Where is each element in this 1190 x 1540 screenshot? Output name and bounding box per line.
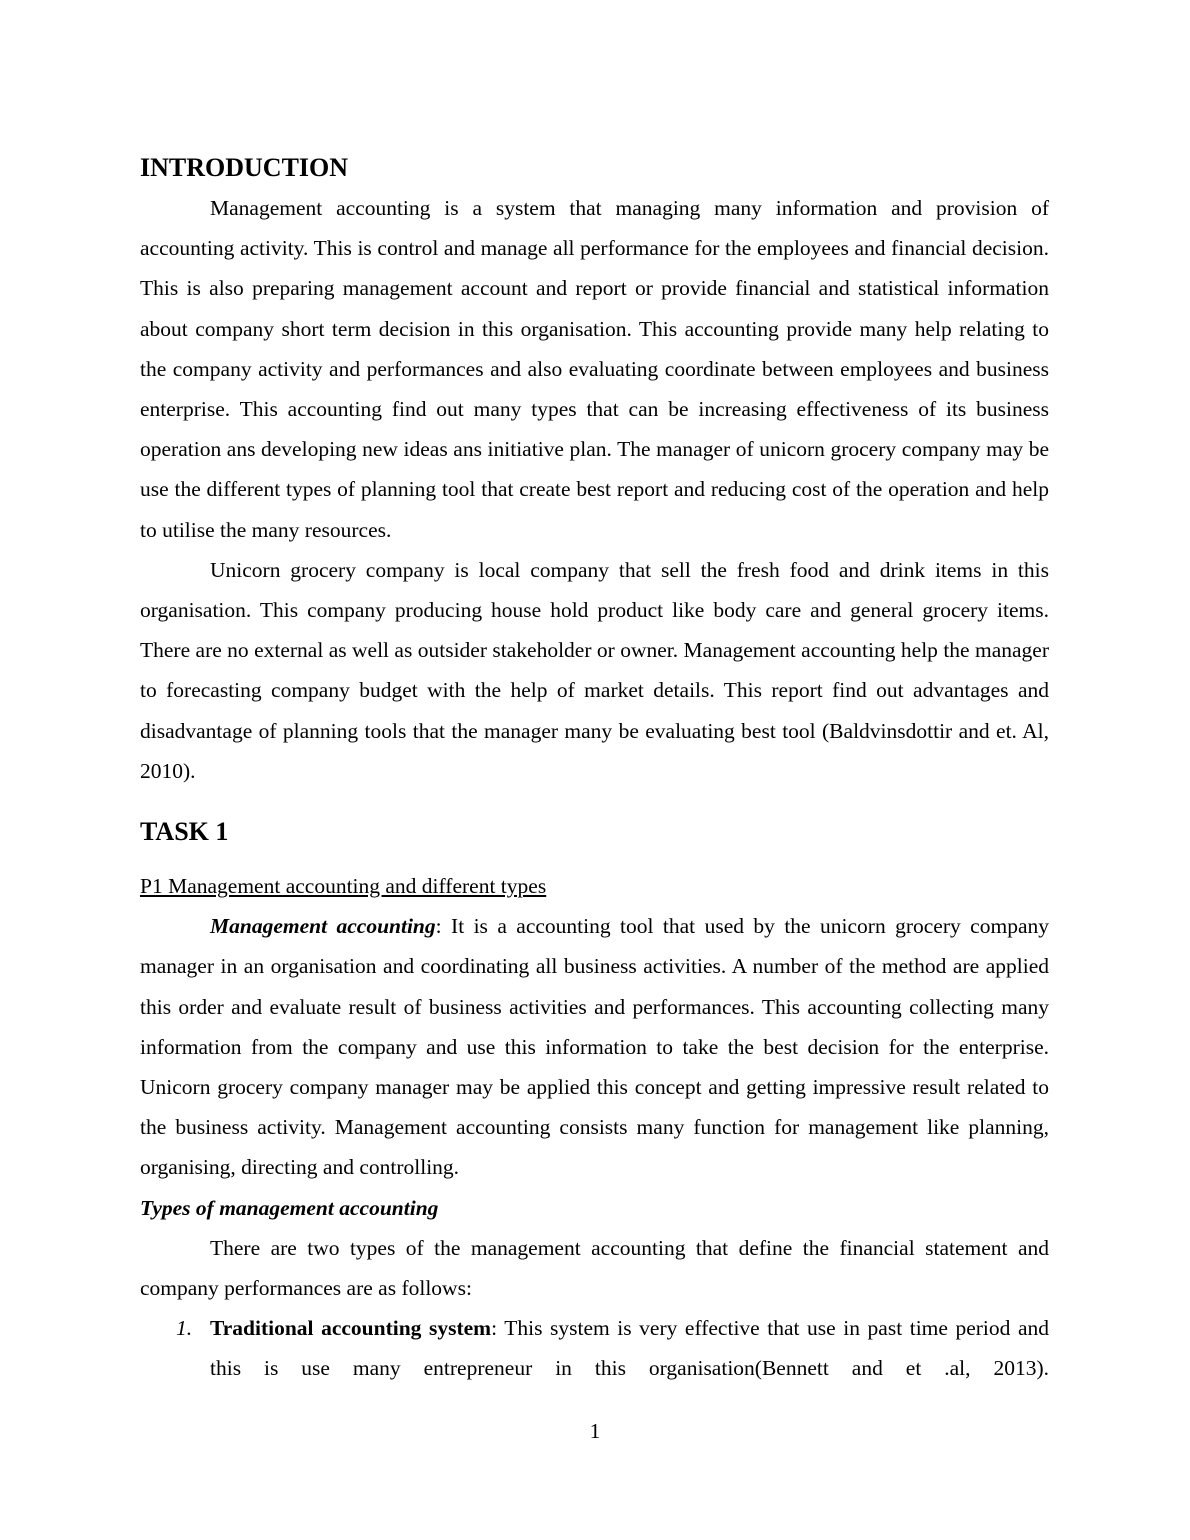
introduction-paragraph-1: Management accounting is a system that managing many information and provision of accounting activity. This is control and manage all performance for the employees and financial decision. This is also preparing management account and report or provide financial and statistical information about company short term decision in this organisation. This accounting provide many help relating to the company activity and performances and also evaluating coordinate between employees and business enterprise. This accounting find out many types that can be increasing effectiveness of its business operation ans developing new ideas ans initiative plan. The manager of unicorn grocery company may be use the different types of planning tool that create best report and reducing cost of the operation and help to utilise the many resources. [140,196,1049,542]
document-page [140,148,1049,1389]
types-intro: There are two types of the management accounting that define the financial statement and company performances are as follows: [140,1235,1049,1301]
list-item-term: Traditional accounting system [210,1316,492,1341]
task1-subheading: P1 Management accounting and different types [140,874,547,899]
list-item-number: 1. [176,1316,193,1341]
types-heading: Types of management accounting [140,1195,439,1220]
task1-heading: TASK 1 [140,817,229,847]
page-number: 1 [589,1419,601,1443]
introduction-heading: INTRODUCTION [140,153,349,182]
spacer [140,852,1049,866]
spacer [140,791,1049,812]
definition-term: Management accounting [210,914,436,939]
definition-text: : It is a accounting tool that used by the unicorn grocery company manager in an organisation and coordinating all business activities. A number of the method are applied this order and evaluate result of business activities and performances. This accounting collecting many information from the company and use this information to take the best decision for the enterprise. Unicorn grocery company manager may be applied this concept and getting impressive result related to the business activity. Management accounting consists many function for management like planning, organising, directing and controlling. [140,914,1049,1180]
introduction-paragraph-2: Unicorn grocery company is local company that sell the fresh food and drink items in this organisation. This company producing house hold product like body care and general grocery items. There are no external as well as outsider stakeholder or owner. Management accounting help the manager to forecasting company budget with the help of market details. This report find out advantages and disadvantage of planning tools that the manager many be evaluating best tool (Baldvinsdottir and et. Al, 2010). [140,557,1049,783]
list-item [140,1308,1049,1388]
management-accounting-definition [140,906,1049,1187]
list-item-text: : This system is very effective that use in past time period and this is use many entrepreneur in this organisation(Bennett and et .al, 2013). [210,1316,1050,1381]
